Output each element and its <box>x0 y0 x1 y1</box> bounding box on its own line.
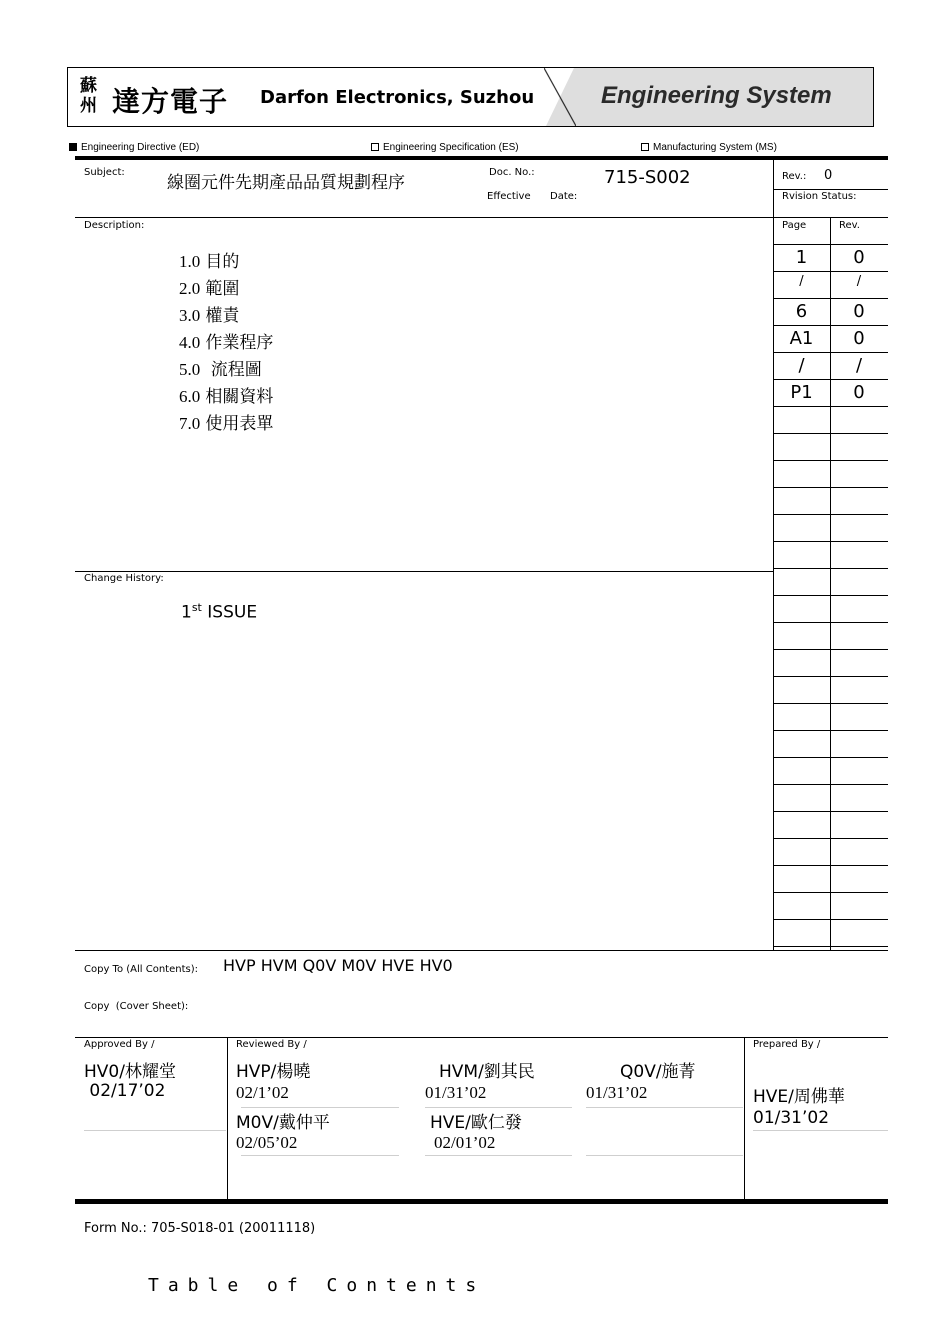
rev-status-rule <box>773 189 888 190</box>
item-number: 3.0 <box>179 306 201 325</box>
doc-type-es-label: Engineering Specification (ES) <box>383 142 519 153</box>
issue-text: ISSUE <box>201 602 258 623</box>
rev-grid-page-header: Page <box>782 220 807 231</box>
rev-grid-rev-cell: / <box>856 274 862 289</box>
item-text: 作業程序 <box>205 333 274 353</box>
reviewer-name: HVE/歐仁發 <box>430 1113 522 1133</box>
issue-number: 1 <box>181 602 192 623</box>
description-item <box>179 274 273 301</box>
rev-grid-rev-cell: 0 <box>853 382 865 403</box>
prepared-label: Prepared By / <box>753 1039 821 1050</box>
description-item <box>179 301 273 328</box>
rev-grid-row-line <box>773 541 888 542</box>
subject-label: Subject: <box>84 167 125 178</box>
reviewer-date: 02/05’02 <box>236 1133 298 1152</box>
rev-grid-page-cell: P1 <box>790 382 813 403</box>
doc-type-ms-label: Manufacturing System (MS) <box>653 142 777 153</box>
description-item <box>179 409 273 436</box>
approved-date: 02/17’02 <box>84 1081 166 1101</box>
rev-grid-page-cell: / <box>798 355 805 376</box>
description-list <box>179 247 273 436</box>
rev-grid-row-line <box>773 568 888 569</box>
rev-grid-row-line <box>773 244 888 245</box>
form-number: Form No.: 705-S018-01 (20011118) <box>84 1221 316 1236</box>
reviewer-sign-line <box>586 1155 743 1156</box>
reviewer-sign-line <box>241 1155 399 1156</box>
description-label: Description: <box>84 220 145 231</box>
item-number: 2.0 <box>179 279 201 298</box>
logo <box>80 74 240 122</box>
reviewed-label: Reviewed By / <box>236 1039 307 1050</box>
rev-grid-page-cell: A1 <box>789 328 814 349</box>
description-bottom-rule <box>75 571 773 572</box>
doc-type-ed[interactable] <box>69 142 199 153</box>
reviewer-date: 02/01’02 <box>434 1133 496 1152</box>
doc-no-label: Doc. No.: <box>489 167 535 178</box>
doc-type-es[interactable] <box>371 142 519 153</box>
approved-name: HV0/林耀堂 <box>84 1062 176 1082</box>
revision-grid <box>773 217 888 950</box>
rev-grid-rev-cell: 0 <box>853 247 865 268</box>
issue-superscript: st <box>191 601 202 614</box>
item-text: 範圍 <box>205 279 240 299</box>
effective-label: Effective <box>487 191 531 202</box>
signatures-bottom-rule <box>75 1199 888 1204</box>
reviewer-sign-line <box>586 1107 743 1108</box>
unchecked-box-icon <box>371 143 379 151</box>
rev-grid-row-line <box>773 649 888 650</box>
reviewer-date: 01/31’02 <box>425 1083 487 1102</box>
reviewer-date: 01/31’02 <box>586 1083 648 1102</box>
rev-grid-rev-cell: 0 <box>853 301 865 322</box>
rev-grid-row-line <box>773 271 888 272</box>
rev-grid-row-line <box>773 325 888 326</box>
signatures-top-rule <box>75 1037 888 1038</box>
prepared-date: 01/31’02 <box>753 1108 830 1128</box>
table-of-contents-heading: Table of Contents <box>148 1275 486 1296</box>
copy-to-label: Copy To (All Contents): <box>84 964 198 975</box>
item-number: 5.0 <box>179 360 201 379</box>
top-thick-rule <box>75 156 888 160</box>
approved-sign-line <box>84 1130 226 1131</box>
item-number: 4.0 <box>179 333 201 352</box>
doc-type-ms[interactable] <box>641 142 777 153</box>
description-item <box>179 382 273 409</box>
rev-label: Rev.: <box>782 171 807 182</box>
logo-small-text: 蘇州 <box>80 76 97 116</box>
rev-grid-column-line <box>830 217 831 950</box>
doc-type-ed-label: Engineering Directive (ED) <box>81 142 200 153</box>
rev-grid-row-line <box>773 865 888 866</box>
effective-date-label: Date: <box>550 191 578 202</box>
item-text: 權責 <box>205 306 240 326</box>
reviewer-sign-line <box>425 1155 572 1156</box>
item-text: 相關資料 <box>205 387 274 407</box>
reviewer-name: HVM/劉其民 <box>439 1062 535 1082</box>
rev-grid-row-line <box>773 406 888 407</box>
rvision-status-label: Rvision Status: <box>782 191 857 202</box>
approved-label: Approved By / <box>84 1039 155 1050</box>
rev-grid-row-line <box>773 892 888 893</box>
rev-grid-row-line <box>773 352 888 353</box>
reviewer-name: Q0V/施菁 <box>620 1062 696 1082</box>
unchecked-box-icon <box>641 143 649 151</box>
prepared-divider <box>744 1037 745 1200</box>
rev-grid-row-line <box>773 730 888 731</box>
rev-grid-row-line <box>773 784 888 785</box>
description-item <box>179 328 273 355</box>
main-bottom-rule <box>75 950 888 951</box>
logo-large-text: 達方電子 <box>112 85 229 118</box>
description-item <box>179 247 273 274</box>
rev-grid-row-line <box>773 460 888 461</box>
subject-bottom-rule <box>75 217 888 218</box>
item-number: 1.0 <box>179 252 201 271</box>
rev-grid-row-line <box>773 595 888 596</box>
doc-no-value: 715-S002 <box>604 167 691 188</box>
rev-grid-row-line <box>773 514 888 515</box>
description-item <box>179 355 273 382</box>
rev-grid-row-line <box>773 811 888 812</box>
rev-grid-row-line <box>773 622 888 623</box>
approved-divider <box>227 1037 228 1200</box>
rev-grid-row-line <box>773 676 888 677</box>
item-number: 7.0 <box>179 414 201 433</box>
reviewer-date: 02/1’02 <box>236 1083 289 1102</box>
rev-grid-row-line <box>773 838 888 839</box>
rev-grid-page-cell: 1 <box>795 247 808 268</box>
checked-box-icon <box>69 143 77 151</box>
item-text: 目的 <box>205 252 240 272</box>
rev-grid-row-line <box>773 703 888 704</box>
change-history-label: Change History: <box>84 573 164 584</box>
prepared-name: HVE/周佛華 <box>753 1087 845 1107</box>
rev-value: 0 <box>824 168 833 183</box>
rev-grid-row-line <box>773 946 888 947</box>
item-text: 使用表單 <box>205 414 274 434</box>
rev-grid-row-line <box>773 757 888 758</box>
rev-grid-row-line <box>773 298 888 299</box>
rev-grid-page-cell: 6 <box>795 301 808 322</box>
issue-line <box>181 601 257 623</box>
item-text: 流程圖 <box>205 360 262 380</box>
rev-grid-row-line <box>773 379 888 380</box>
system-title: Engineering System <box>601 82 832 109</box>
rev-grid-row-line <box>773 433 888 434</box>
company-name: Darfon Electronics, Suzhou <box>260 87 535 108</box>
subject-value: 線圈元件先期產品品質規劃程序 <box>167 173 405 193</box>
rev-grid-row-line <box>773 487 888 488</box>
copy-to-value: HVP HVM Q0V M0V HVE HV0 <box>223 956 453 975</box>
reviewer-name: M0V/戴仲平 <box>236 1113 330 1133</box>
copy-cover-label: Copy (Cover Sheet): <box>84 1001 189 1012</box>
rev-grid-rev-cell: / <box>855 355 863 376</box>
rev-grid-rev-header: Rev. <box>839 220 860 231</box>
reviewer-name: HVP/楊曉 <box>236 1062 311 1082</box>
header-banner <box>67 67 874 127</box>
banner-divider <box>544 68 576 126</box>
item-number: 6.0 <box>179 387 201 406</box>
rev-grid-page-cell: / <box>799 274 804 289</box>
rev-grid-rev-cell: 0 <box>853 328 865 349</box>
prepared-sign-line <box>753 1130 888 1131</box>
rev-grid-row-line <box>773 919 888 920</box>
